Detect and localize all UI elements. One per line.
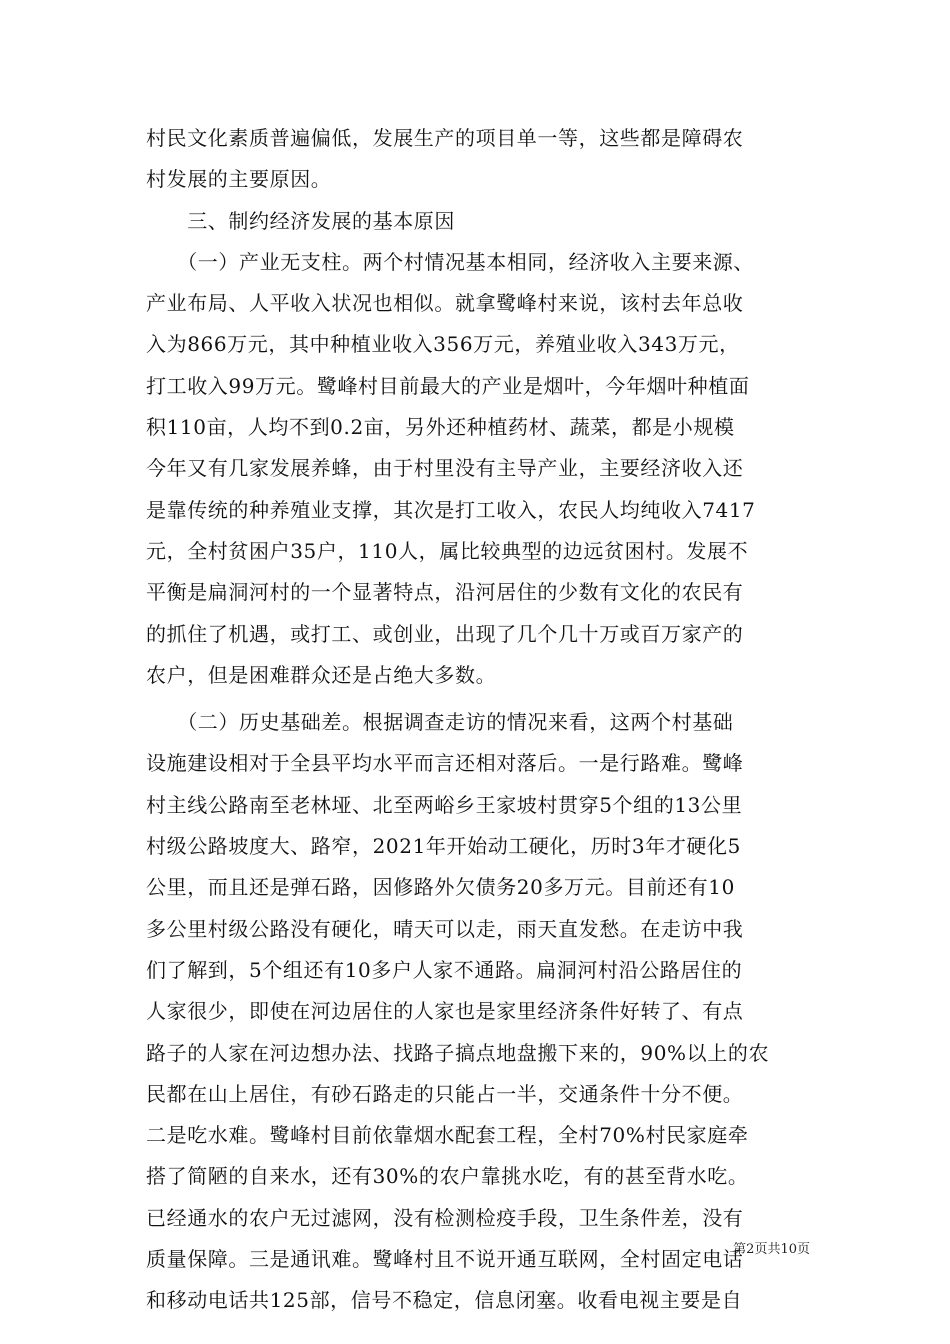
text-line: 村主线公路南至老林垭、北至两峪乡王家坡村贯穿5个组的13公里 (146, 792, 743, 817)
text-line: 积110亩，人均不到0.2亩，另外还种植药材、蔬菜，都是小规模 (146, 415, 735, 440)
text-line: 们了解到，5个组还有10多户人家不通路。扁洞河村沿公路居住的 (146, 957, 743, 982)
text-line: 的抓住了机遇，或打工、或创业，出现了几个几十万或百万家产的 (146, 621, 744, 646)
text-line: 农户，但是困难群众还是占绝大多数。 (146, 662, 497, 687)
body-text (146, 118, 814, 1322)
text-line: 元，全村贫困户35户，110人，属比较典型的边远贫困村。发展不 (146, 538, 749, 563)
text-line: 二是吃水难。鹭峰村目前依靠烟水配套工程，全村70%村民家庭牵 (146, 1123, 749, 1148)
text-line: 设施建设相对于全县平均水平而言还相对落后。一是行路难。鹭峰 (146, 751, 744, 776)
text-line: 今年又有几家发展养蜂，由于村里没有主导产业，主要经济收入还 (146, 456, 744, 481)
text-line: 已经通水的农户无过滤网，没有检测检疫手段，卫生条件差，没有 (146, 1205, 744, 1230)
text-line: 是靠传统的种养殖业支撑，其次是打工收入，农民人均纯收入7417 (146, 497, 756, 522)
text-line: （一）产业无支柱。两个村情况基本相同，经济收入主要来源、 (146, 249, 754, 274)
text-line: 村发展的主要原因。 (146, 167, 332, 192)
text-line: 产业布局、人平收入状况也相似。就拿鹭峰村来说，该村去年总收 (146, 291, 744, 316)
text-line: （二）历史基础差。根据调查走访的情况来看，这两个村基础 (146, 710, 734, 735)
text-line: 打工收入99万元。鹭峰村目前最大的产业是烟叶，今年烟叶种植面 (146, 373, 750, 398)
text-line: 路子的人家在河边想办法、找路子搞点地盘搬下来的，90%以上的农 (146, 1040, 770, 1065)
text-line: 入为866万元，其中种植业收入356万元，养殖业收入343万元， (146, 332, 740, 357)
text-line: 搭了简陋的自来水，还有30%的农户靠挑水吃，有的甚至背水吃。 (146, 1164, 749, 1189)
text-line: 民都在山上居住，有砂石路走的只能占一半，交通条件十分不便。 (146, 1081, 744, 1106)
text-line: 质量保障。三是通讯难。鹭峰村且不说开通互联网，全村固定电话 (146, 1247, 744, 1272)
text-line: 人家很少，即使在河边居住的人家也是家里经济条件好转了、有点 (146, 999, 744, 1024)
text-line: 公里，而且还是弹石路，因修路外欠债务20多万元。目前还有10 (146, 875, 735, 900)
text-line: 村级公路坡度大、路窄，2021年开始动工硬化，历时3年才硬化5 (146, 834, 741, 859)
section-heading: 三、制约经济发展的基本原因 (146, 208, 455, 233)
text-line: 村民文化素质普遍偏低，发展生产的项目单一等，这些都是障碍农 (146, 126, 744, 150)
page-number: 第2页共10页 (733, 1242, 810, 1257)
text-line: 和移动电话共125部，信号不稳定，信息闭塞。收看电视主要是自 (146, 1288, 743, 1313)
text-line: 多公里村级公路没有硬化，晴天可以走，雨天直发愁。在走访中我 (146, 916, 744, 941)
text-line: 平衡是扁洞河村的一个显著特点，沿河居住的少数有文化的农民有 (146, 580, 744, 605)
